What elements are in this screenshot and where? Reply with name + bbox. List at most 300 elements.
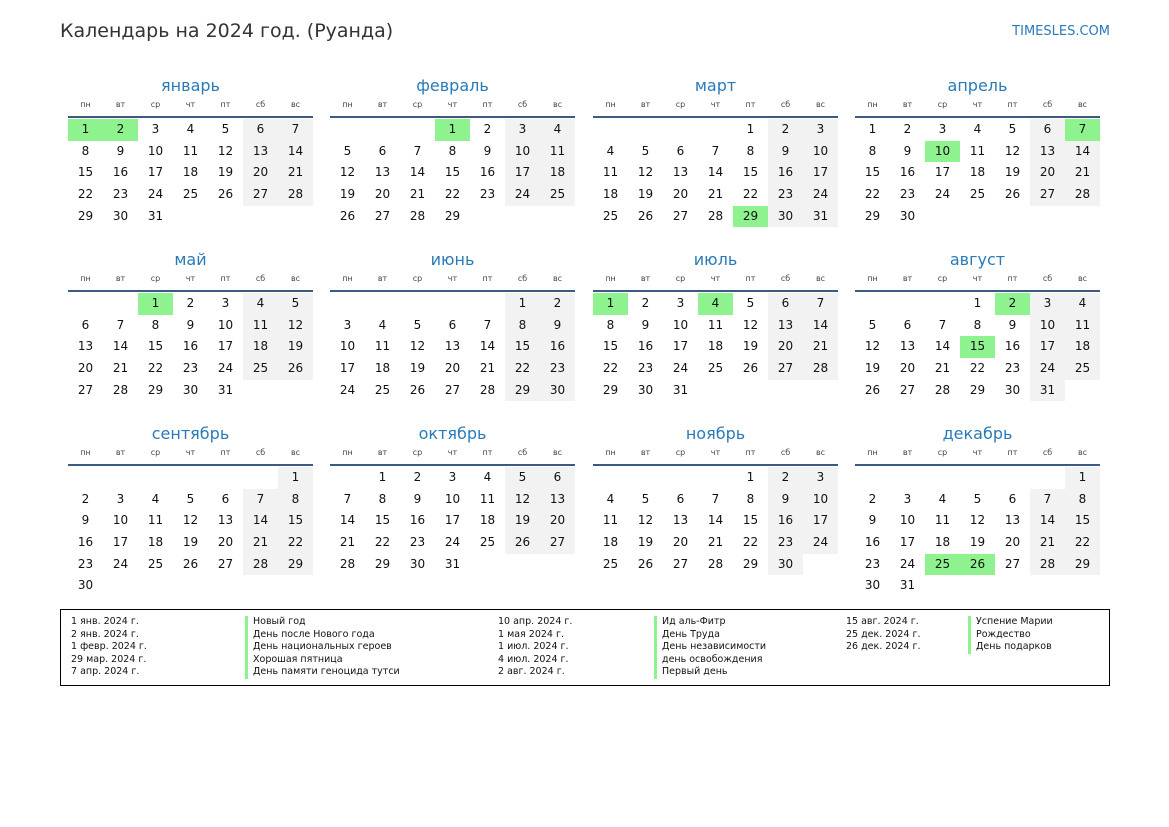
weekday-header: сб — [517, 274, 528, 283]
brand-link[interactable]: TIMESLES.COM — [1012, 24, 1110, 39]
legend-dates-col-2 — [498, 616, 572, 679]
month-name: май — [174, 250, 207, 269]
day-cell: 29 — [864, 208, 881, 223]
day-cell: 8 — [1065, 489, 1100, 511]
day-cell: 2 — [641, 296, 650, 310]
month-name: декабрь — [942, 424, 1013, 443]
day-cell: 21 — [409, 187, 426, 202]
day-cell: 11 — [147, 513, 164, 528]
day-cell: 9 — [768, 141, 803, 163]
day-cell: 23 — [182, 361, 199, 376]
day-cell: 16 — [540, 336, 575, 358]
day-cell: 22 — [444, 187, 461, 202]
holiday-day-cell: 2 — [103, 119, 138, 141]
empty-day-cell — [925, 293, 960, 315]
day-cell: 26 — [182, 556, 199, 571]
day-cell: 9 — [903, 143, 912, 158]
day-cell: 2 — [903, 122, 912, 136]
day-cell: 29 — [742, 556, 759, 571]
day-cell: 25 — [182, 187, 199, 202]
day-cell: 19 — [864, 361, 881, 376]
day-cell: 22 — [278, 532, 313, 554]
day-cell: 7 — [278, 119, 313, 141]
day-cell: 22 — [505, 358, 540, 380]
day-cell: 14 — [1065, 141, 1100, 163]
day-cell: 12 — [217, 143, 234, 158]
day-cell: 15 — [1065, 510, 1100, 532]
weekday-header: ср — [675, 100, 686, 109]
weekday-header: сб — [780, 448, 791, 457]
day-cell: 15 — [374, 513, 391, 528]
day-cell: 17 — [934, 165, 951, 180]
day-cell: 28 — [278, 184, 313, 206]
day-cell: 27 — [768, 358, 803, 380]
empty-day-cell — [68, 293, 103, 315]
day-cell: 17 — [803, 510, 838, 532]
weekday-header: пт — [1007, 100, 1018, 109]
day-cell: 6 — [903, 317, 912, 332]
weekday-header: ср — [937, 100, 948, 109]
day-cell: 18 — [374, 361, 391, 376]
day-cell: 25 — [374, 382, 391, 397]
day-cell: 23 — [768, 532, 803, 554]
day-cell: 15 — [77, 165, 94, 180]
day-cell: 9 — [641, 317, 650, 332]
day-cell: 16 — [768, 510, 803, 532]
day-cell: 7 — [711, 491, 720, 506]
day-cell: 27 — [1030, 184, 1065, 206]
day-cell: 23 — [637, 361, 654, 376]
day-cell: 29 — [77, 208, 94, 223]
day-cell: 21 — [934, 361, 951, 376]
day-cell: 30 — [540, 380, 575, 402]
weekday-header: чт — [185, 448, 196, 457]
weekday-header: сб — [1042, 274, 1053, 283]
weekday-header: вт — [377, 100, 388, 109]
day-cell: 11 — [602, 165, 619, 180]
day-cell: 25 — [602, 556, 619, 571]
day-cell: 20 — [217, 535, 234, 550]
day-cell: 3 — [1030, 293, 1065, 315]
weekday-header: вт — [902, 448, 913, 457]
day-cell: 9 — [413, 491, 422, 506]
weekday-header: сб — [780, 274, 791, 283]
day-cell: 1 — [278, 467, 313, 489]
legend-holiday-name: День национальных героев — [245, 641, 400, 654]
legend-date: 25 дек. 2024 г. — [846, 628, 921, 640]
weekday-header: вт — [115, 100, 126, 109]
day-cell: 2 — [868, 491, 877, 506]
day-cell: 31 — [672, 382, 689, 397]
holiday-day-cell: 29 — [733, 206, 768, 228]
empty-day-cell — [208, 467, 243, 489]
weekday-header: чт — [972, 274, 983, 283]
day-cell: 8 — [746, 143, 755, 158]
empty-day-cell — [593, 467, 628, 489]
weekday-header: пн — [80, 274, 91, 283]
month-block — [330, 74, 575, 227]
day-cell: 3 — [116, 491, 125, 506]
month-days-grid — [68, 272, 313, 401]
day-cell: 30 — [768, 554, 803, 576]
month-block — [593, 422, 838, 575]
day-cell: 17 — [803, 162, 838, 184]
day-cell: 10 — [803, 141, 838, 163]
day-cell: 12 — [742, 317, 759, 332]
day-cell: 29 — [1065, 554, 1100, 576]
day-cell: 7 — [803, 293, 838, 315]
day-cell: 11 — [602, 513, 619, 528]
day-cell: 30 — [768, 206, 803, 228]
day-cell: 24 — [217, 361, 234, 376]
month-header-divider — [855, 116, 1100, 118]
legend-date: 2 янв. 2024 г. — [71, 628, 139, 640]
day-cell: 22 — [1065, 532, 1100, 554]
day-cell: 15 — [147, 339, 164, 354]
empty-day-cell — [435, 293, 470, 315]
day-cell: 31 — [803, 206, 838, 228]
day-cell: 17 — [339, 361, 356, 376]
holiday-day-cell: 2 — [995, 293, 1030, 315]
day-cell: 5 — [505, 467, 540, 489]
day-cell: 6 — [676, 491, 685, 506]
day-cell: 29 — [969, 382, 986, 397]
empty-day-cell — [628, 119, 663, 141]
weekday-header: ср — [675, 274, 686, 283]
month-header-divider — [593, 116, 838, 118]
day-cell: 22 — [77, 187, 94, 202]
day-cell: 13 — [243, 141, 278, 163]
legend-holiday-name: Хорошая пятница — [245, 654, 400, 667]
day-cell: 26 — [278, 358, 313, 380]
day-cell: 24 — [899, 556, 916, 571]
weekday-header: ср — [150, 100, 161, 109]
day-cell: 10 — [803, 489, 838, 511]
day-cell: 16 — [637, 339, 654, 354]
day-cell: 15 — [742, 513, 759, 528]
day-cell: 28 — [1030, 554, 1065, 576]
day-cell: 11 — [479, 491, 496, 506]
empty-day-cell — [698, 119, 733, 141]
month-block — [593, 248, 838, 401]
day-cell: 6 — [448, 317, 457, 332]
day-cell: 18 — [147, 535, 164, 550]
day-cell: 25 — [1065, 358, 1100, 380]
day-cell: 11 — [374, 339, 391, 354]
day-cell: 5 — [641, 491, 650, 506]
day-cell: 11 — [243, 315, 278, 337]
day-cell: 2 — [768, 119, 803, 141]
day-cell: 15 — [444, 165, 461, 180]
weekday-header: ср — [412, 100, 423, 109]
day-cell: 21 — [112, 361, 129, 376]
month-days-grid — [593, 446, 838, 575]
day-cell: 12 — [278, 315, 313, 337]
weekday-header: вт — [377, 448, 388, 457]
empty-day-cell — [400, 293, 435, 315]
day-cell: 27 — [672, 556, 689, 571]
day-cell: 19 — [742, 339, 759, 354]
day-cell: 10 — [112, 513, 129, 528]
legend-holiday-name: День памяти геноцида тутси — [245, 666, 400, 679]
day-cell: 8 — [746, 491, 755, 506]
day-cell: 30 — [637, 382, 654, 397]
weekday-header: вс — [552, 448, 563, 457]
legend-date: 1 июл. 2024 г. — [498, 641, 569, 652]
day-cell: 31 — [217, 382, 234, 397]
day-cell: 29 — [278, 554, 313, 576]
day-cell: 4 — [540, 119, 575, 141]
day-cell: 5 — [343, 143, 352, 158]
weekday-header: сб — [255, 100, 266, 109]
legend-date: 2 авг. 2024 г. — [498, 666, 565, 677]
empty-day-cell — [628, 467, 663, 489]
month-name: ноябрь — [685, 424, 746, 443]
day-cell: 13 — [1004, 513, 1021, 528]
month-block — [330, 422, 575, 575]
day-cell: 14 — [1030, 510, 1065, 532]
day-cell: 7 — [413, 143, 422, 158]
empty-day-cell — [995, 467, 1030, 489]
month-days-grid — [593, 272, 838, 401]
day-cell: 8 — [973, 317, 982, 332]
day-cell: 31 — [147, 208, 164, 223]
day-cell: 29 — [374, 556, 391, 571]
weekday-header: ср — [412, 448, 423, 457]
day-cell: 12 — [637, 165, 654, 180]
day-cell: 10 — [899, 513, 916, 528]
day-cell: 19 — [278, 336, 313, 358]
day-cell: 18 — [602, 535, 619, 550]
day-cell: 7 — [938, 317, 947, 332]
day-cell: 16 — [182, 339, 199, 354]
weekday-header: вс — [815, 448, 826, 457]
day-cell: 25 — [147, 556, 164, 571]
empty-day-cell — [470, 293, 505, 315]
weekday-header: пт — [482, 448, 493, 457]
day-cell: 8 — [505, 315, 540, 337]
day-cell: 1 — [746, 470, 755, 484]
month-header-divider — [855, 290, 1100, 292]
day-cell: 21 — [707, 535, 724, 550]
weekday-header: чт — [972, 100, 983, 109]
day-cell: 20 — [1030, 162, 1065, 184]
legend-date: 26 дек. 2024 г. — [846, 641, 921, 652]
weekday-header: чт — [447, 100, 458, 109]
weekday-header: вт — [902, 100, 913, 109]
day-cell: 9 — [483, 143, 492, 158]
day-cell: 3 — [938, 122, 947, 136]
legend-holiday-name: день освобождения — [654, 654, 766, 667]
weekday-header: вс — [290, 274, 301, 283]
day-cell: 13 — [77, 339, 94, 354]
day-cell: 8 — [151, 317, 160, 332]
day-cell: 11 — [707, 317, 724, 332]
day-cell: 3 — [505, 119, 540, 141]
day-cell: 4 — [606, 491, 615, 506]
month-days-grid — [68, 98, 313, 227]
month-name: август — [949, 250, 1006, 269]
legend-date: 1 янв. 2024 г. — [71, 616, 139, 627]
day-cell: 12 — [969, 513, 986, 528]
weekday-header: вс — [1077, 448, 1088, 457]
day-cell: 12 — [637, 513, 654, 528]
day-cell: 24 — [112, 556, 129, 571]
day-cell: 16 — [77, 535, 94, 550]
day-cell: 28 — [1065, 184, 1100, 206]
day-cell: 23 — [409, 535, 426, 550]
day-cell: 19 — [1004, 165, 1021, 180]
weekday-header: вт — [115, 448, 126, 457]
day-cell: 16 — [479, 165, 496, 180]
day-cell: 4 — [1065, 293, 1100, 315]
day-cell: 1 — [868, 122, 877, 136]
holiday-day-cell: 26 — [960, 554, 995, 576]
day-cell: 27 — [899, 382, 916, 397]
day-cell: 29 — [147, 382, 164, 397]
month-header-divider — [330, 290, 575, 292]
day-cell: 24 — [505, 184, 540, 206]
day-cell: 5 — [973, 491, 982, 506]
holiday-day-cell: 25 — [925, 554, 960, 576]
day-cell: 28 — [479, 382, 496, 397]
legend-date: 15 авг. 2024 г. — [846, 616, 919, 627]
weekday-header: пн — [605, 100, 616, 109]
day-cell: 12 — [864, 339, 881, 354]
day-cell: 11 — [182, 143, 199, 158]
day-cell: 22 — [374, 535, 391, 550]
empty-day-cell — [103, 293, 138, 315]
day-cell: 3 — [221, 296, 230, 310]
day-cell: 9 — [1008, 317, 1017, 332]
day-cell: 6 — [221, 491, 230, 506]
day-cell: 19 — [182, 535, 199, 550]
day-cell: 20 — [77, 361, 94, 376]
day-cell: 8 — [278, 489, 313, 511]
day-cell: 12 — [1004, 143, 1021, 158]
day-cell: 22 — [742, 535, 759, 550]
day-cell: 18 — [602, 187, 619, 202]
day-cell: 24 — [444, 535, 461, 550]
month-name: июль — [693, 250, 738, 269]
page-title: Календарь на 2024 год. (Руанда) — [60, 20, 394, 42]
day-cell: 12 — [182, 513, 199, 528]
day-cell: 12 — [339, 165, 356, 180]
day-cell: 6 — [378, 143, 387, 158]
empty-day-cell — [890, 467, 925, 489]
day-cell: 5 — [746, 296, 755, 310]
month-header-divider — [68, 116, 313, 118]
day-cell: 19 — [339, 187, 356, 202]
weekday-header: пт — [1007, 274, 1018, 283]
day-cell: 22 — [742, 187, 759, 202]
day-cell: 19 — [637, 187, 654, 202]
holiday-day-cell: 1 — [593, 293, 628, 315]
weekday-header: чт — [710, 448, 721, 457]
day-cell: 11 — [934, 513, 951, 528]
day-cell: 20 — [1004, 535, 1021, 550]
day-cell: 26 — [864, 382, 881, 397]
empty-day-cell — [855, 467, 890, 489]
day-cell: 22 — [602, 361, 619, 376]
day-cell: 24 — [1030, 358, 1065, 380]
legend-holiday-name: День после Нового года — [245, 629, 400, 642]
holiday-day-cell: 7 — [1065, 119, 1100, 141]
day-cell: 19 — [505, 510, 540, 532]
day-cell: 20 — [768, 336, 803, 358]
day-cell: 23 — [77, 556, 94, 571]
weekday-header: вт — [640, 100, 651, 109]
weekday-header: вт — [902, 274, 913, 283]
legend-names-col-1 — [245, 616, 400, 679]
day-cell: 9 — [768, 489, 803, 511]
weekday-header: вт — [115, 274, 126, 283]
day-cell: 25 — [479, 535, 496, 550]
weekday-header: пт — [220, 448, 231, 457]
day-cell: 23 — [864, 556, 881, 571]
day-cell: 3 — [343, 317, 352, 332]
empty-day-cell — [663, 467, 698, 489]
day-cell: 19 — [969, 535, 986, 550]
day-cell: 8 — [378, 491, 387, 506]
weekday-header: пт — [745, 448, 756, 457]
day-cell: 26 — [637, 556, 654, 571]
month-days-grid — [330, 272, 575, 401]
day-cell: 28 — [243, 554, 278, 576]
day-cell: 20 — [374, 187, 391, 202]
empty-day-cell — [330, 467, 365, 489]
day-cell: 2 — [81, 491, 90, 506]
legend-holiday-name: День Труда — [654, 629, 766, 642]
day-cell: 27 — [540, 532, 575, 554]
day-cell: 28 — [339, 556, 356, 571]
day-cell: 25 — [707, 361, 724, 376]
weekday-header: вс — [1077, 274, 1088, 283]
empty-day-cell — [890, 293, 925, 315]
day-cell: 21 — [339, 535, 356, 550]
day-cell: 26 — [505, 532, 540, 554]
day-cell: 31 — [1030, 380, 1065, 402]
weekday-header: пт — [220, 274, 231, 283]
day-cell: 24 — [339, 382, 356, 397]
empty-day-cell — [593, 119, 628, 141]
day-cell: 15 — [278, 510, 313, 532]
day-cell: 8 — [606, 317, 615, 332]
day-cell: 17 — [505, 162, 540, 184]
day-cell: 25 — [602, 208, 619, 223]
legend-date: 10 апр. 2024 г. — [498, 616, 573, 627]
day-cell: 9 — [868, 513, 877, 528]
day-cell: 3 — [676, 296, 685, 310]
empty-day-cell — [330, 293, 365, 315]
day-cell: 23 — [1004, 361, 1021, 376]
weekday-header: вс — [815, 100, 826, 109]
day-cell: 28 — [934, 382, 951, 397]
day-cell: 8 — [81, 143, 90, 158]
empty-day-cell — [365, 293, 400, 315]
weekday-header: сб — [780, 100, 791, 109]
day-cell: 16 — [899, 165, 916, 180]
month-name: октябрь — [418, 424, 487, 443]
day-cell: 5 — [1008, 122, 1017, 136]
weekday-header: ср — [675, 448, 686, 457]
day-cell: 6 — [1008, 491, 1017, 506]
day-cell: 13 — [374, 165, 391, 180]
day-cell: 7 — [243, 489, 278, 511]
day-cell: 9 — [186, 317, 195, 332]
day-cell: 14 — [278, 141, 313, 163]
weekday-header: пн — [605, 448, 616, 457]
